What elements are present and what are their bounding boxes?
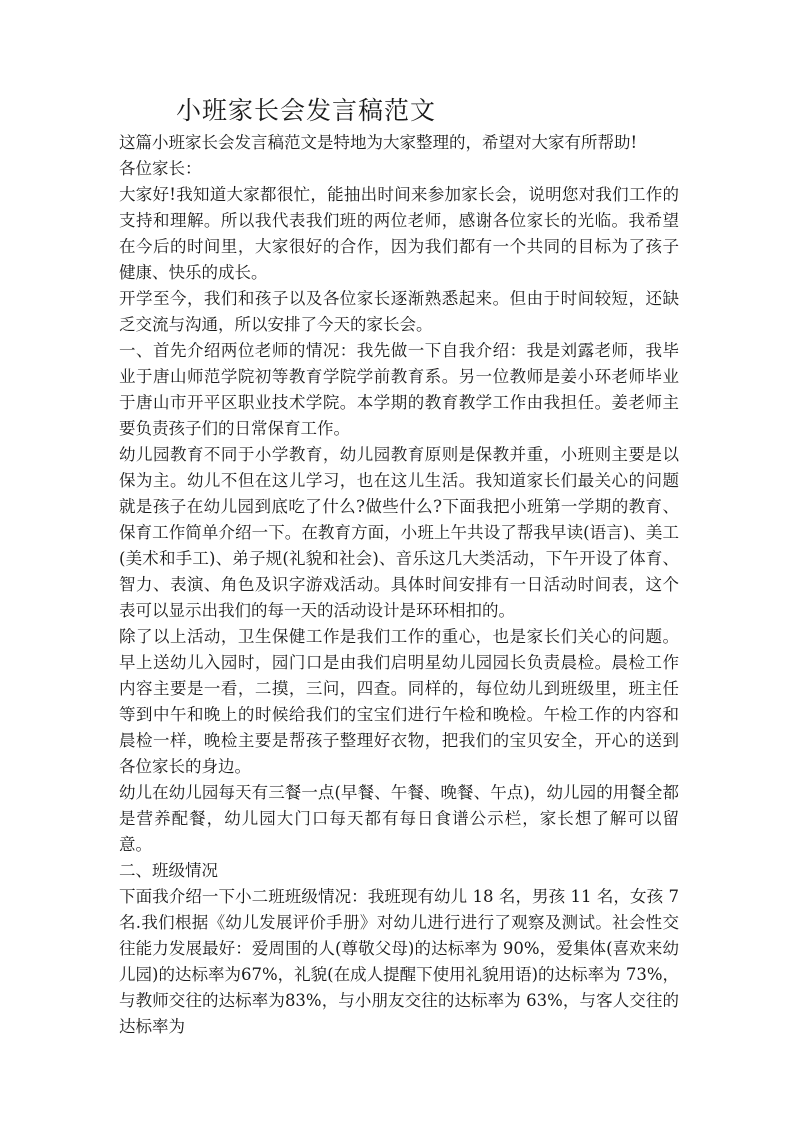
salutation: 各位家长：	[119, 159, 202, 178]
teacher-intro-paragraph: 一、首先介绍两位老师的情况：我先做一下自我介绍：我是刘露老师，我毕业于唐山师范学院初等教育学院学前教育系。另一位教师是姜小环老师毕业于唐山市开平区职业技术学院。本学期的教育教学工作由我担任。姜老师主要负责孩子们的日常保育工作。	[119, 341, 679, 438]
education-paragraph: 幼儿园教育不同于小学教育，幼儿园教育原则是保教并重，小班则主要是以保为主。幼儿不但在这儿学习，也在这儿生活。我知道家长们最关心的问题就是孩子在幼儿园到底吃了什么?做些什么?下面我把小班第一学期的教育、保育工作简单介绍一下。在教育方面，小班上午共设了帮我早读(语言)、美工(美术和手工)、弟子规(礼貌和社会)、音乐这几大类活动，下午开设了体育、智力、表演、角色及识字游戏活动。具体时间安排有一日活动时间表，这个表可以显示出我们的每一天的活动设计是环环相扣的。	[119, 445, 679, 620]
class-info-paragraph: 下面我介绍一下小二班班级情况：我班现有幼儿 18 名，男孩 11 名，女孩 7 名.我们根据《幼儿发展评价手册》对幼儿进行进行了观察及测试。社会性交往能力发展最好：爱周围的人(尊敬父母)的达标率为 90%，爱集体(喜欢来幼儿园)的达标率为67%，礼貌(在成人提醒下使用礼貌用语)的达标率为 73%，与教师交往的达标率为83%，与小朋友交往的达标率为 63%，与客人交往的达标率为	[119, 887, 679, 1036]
section-heading-class-info: 二、班级情况	[119, 861, 218, 880]
greeting-paragraph: 大家好!我知道大家都很忙，能抽出时间来参加家长会，说明您对我们工作的支持和理解。所以我代表我们班的两位老师，感谢各位家长的光临。我希望在今后的时间里，大家很好的合作，因为我们都有一个共同的目标为了孩子健康、快乐的成长。	[119, 185, 679, 282]
purpose-paragraph: 开学至今，我们和孩子以及各位家长逐渐熟悉起来。但由于时间较短，还缺乏交流与沟通，所以安排了今天的家长会。	[119, 289, 679, 334]
health-care-paragraph: 除了以上活动，卫生保健工作是我们工作的重心，也是家长们关心的问题。早上送幼儿入园时，园门口是由我们启明星幼儿园园长负责晨检。晨检工作内容主要是一看，二摸，三问，四查。同样的，每位幼儿到班级里，班主任等到中午和晚上的时候给我们的宝宝们进行午检和晚检。午检工作的内容和晨检一样，晚检主要是帮孩子整理好衣物，把我们的宝贝安全，开心的送到各位家长的身边。	[119, 627, 679, 776]
document-title: 小班家长会发言稿范文	[176, 96, 437, 125]
document-body	[119, 130, 679, 1040]
intro-paragraph: 这篇小班家长会发言稿范文是特地为大家整理的，希望对大家有所帮助!	[119, 133, 638, 152]
meals-paragraph: 幼儿在幼儿园每天有三餐一点(早餐、午餐、晚餐、午点)，幼儿园的用餐全都是营养配餐，幼儿园大门口每天都有每日食谱公示栏，家长想了解可以留意。	[119, 783, 679, 854]
